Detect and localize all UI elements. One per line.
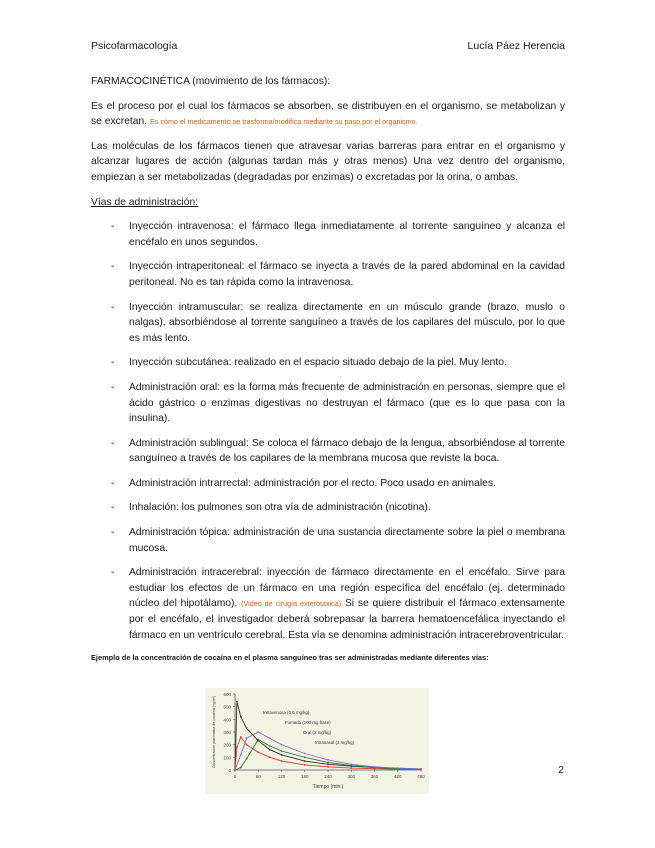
data-point xyxy=(257,731,259,733)
data-point xyxy=(281,750,283,752)
series-label: Intranasal (2 mg/kg) xyxy=(315,740,355,745)
x-tick-label: 0 xyxy=(233,774,237,779)
data-point xyxy=(240,767,242,769)
route-text: Administración intrarrectal: administración por el recto. Poco usado en animales. xyxy=(129,477,496,489)
y-tick-label: 200 xyxy=(223,742,231,748)
intro-note: Es cómo el medicamento se trasforma/modifica mediante su paso por el organismo. xyxy=(149,117,418,127)
data-point xyxy=(246,727,248,729)
list-item: - Administración intrarrectal: administración por el recto. Poco usado en animales. xyxy=(111,477,496,489)
data-point xyxy=(281,760,283,762)
data-point xyxy=(269,737,271,739)
list-item: - Administración tópica: administración de una sustancia directamente sobre la piel o membrana mucosa. xyxy=(111,527,565,554)
data-point xyxy=(304,764,306,766)
x-tick-label: 420 xyxy=(393,774,402,779)
data-point xyxy=(246,758,248,760)
data-point xyxy=(350,763,352,765)
x-tick-label: 180 xyxy=(300,774,309,779)
list-item: - Administración oral: es la forma más frecuente de administración en personas, siempre que el ácido gástrico o enzimas digestivas no destruyan el fármaco (que es lo que pasa con la insulina). xyxy=(111,381,565,425)
series-label: Intravenosa (0,6 mg/kg) xyxy=(263,710,310,715)
data-point xyxy=(420,768,422,770)
route-text-continued: Si se quiere distribuir el fármaco extensamente por el encéfalo, el investigador deberá sobrepasar la barrera hematoencefálica inyectando el fármaco en un ventrículo cerebral. Esta vía se denomina administración intracerebroventricular. xyxy=(129,598,566,641)
x-tick-label: 240 xyxy=(324,774,332,779)
data-point xyxy=(304,760,306,762)
list-item: - Inyección intramuscular: se realiza directamente en un músculo grande (brazo, muslo o nalgas), absorbiéndose al torrente sanguíneo a través de los capilares del músculo, por lo que es más lento. xyxy=(111,301,565,344)
data-point xyxy=(234,769,236,771)
y-tick-label: 300 xyxy=(223,730,231,735)
data-point xyxy=(281,744,283,746)
data-point xyxy=(240,754,242,756)
data-point xyxy=(327,762,329,764)
route-text: Inyección intramuscular: se realiza directamente en un músculo grande (brazo, muslo o nalgas), absorbiéndose al torrente sanguíneo a través de los capilares del músculo, por lo que es más lento. xyxy=(129,301,565,344)
data-point xyxy=(350,767,352,769)
data-point xyxy=(327,759,329,761)
list-item: - Inyección intravenosa: el fármaco llega inmediatamente al torrente sanguíneo y alcanza el encéfalo en unos segundos. xyxy=(111,221,565,248)
cocaine-plasma-chart xyxy=(205,688,429,794)
series-label: Fumada (100 mg base) xyxy=(285,720,331,725)
route-text: Administración tópica: administración de una sustancia directamente sobre la piel o membrana mucosa. xyxy=(129,527,565,554)
figure-caption: Ejemplo de la concentración de cocaína en el plasma sanguíneo tras ser administradas mediante diferentes vías: xyxy=(91,653,489,663)
route-text: Inhalación: los pulmones son otra vía de administración (nicotina). xyxy=(129,502,431,514)
x-tick-label: 120 xyxy=(277,774,286,779)
route-text: Administración intracerebral: inyección de fármaco directamente en el encéfalo. Sirve para estudiar los efectos de un fármaco en una región específica del encéfalo (ej. determinado núcleo del hipotálamo). xyxy=(129,567,565,610)
page-body xyxy=(91,74,565,672)
header-subject: Psicofarmacología xyxy=(91,40,178,52)
route-text: Inyección subcutánea: realizado en el espacio situado debajo de la piel. Muy lento. xyxy=(129,357,507,369)
data-point xyxy=(257,751,259,753)
video-note: (Video de cirugía exterotaxica) xyxy=(241,599,342,609)
y-tick-label: 500 xyxy=(223,704,231,710)
y-tick-label: 400 xyxy=(223,717,231,723)
intro-text: Es el proceso por el cual los fármacos se absorben, se distribuyen en el organismo, se metabolizan y se excretan. xyxy=(91,100,565,128)
list-item: - Administración sublingual: Se coloca el fármaco debajo de la lengua, absorbiéndose al torrente sanguíneo a través de los capilares de la membrana mucosa que reviste la boca. xyxy=(111,437,565,465)
data-point xyxy=(397,767,399,769)
routes-heading: Vías de administración: xyxy=(91,196,199,208)
y-tick-label: 600 xyxy=(223,692,231,697)
route-text: Administración oral: es la forma más frecuente de administración en personas, siempre que el ácido gástrico o enzimas digestivas no destruyan el fármaco (que es lo que pasa con la insulina). xyxy=(129,381,565,425)
route-text: Administración sublingual: Se coloca el fármaco debajo de la lengua, absorbiéndose al torrente sanguíneo a través de los capilares de la membrana mucosa que reviste la boca. xyxy=(129,437,565,465)
x-tick-label: 360 xyxy=(370,774,379,779)
data-point xyxy=(304,753,306,755)
body-paragraph: Las moléculas de los fármacos tienen que atravesar varias barreras para entrar en el organismo y alcanzar lugares de acción (algunas tardan más y otras menos) Una vez dentro del organismo, empiezan a ser metabolizadas (degradadas por enzimas) o excretadas por la orina, o ambas. xyxy=(91,140,565,183)
route-text: Inyección intravenosa: el fármaco llega inmediatamente al torrente sanguíneo y alcanza el encéfalo en unos segundos. xyxy=(129,221,565,248)
y-tick-label: 100 xyxy=(223,755,231,761)
data-point xyxy=(236,701,238,703)
intro-paragraph xyxy=(91,99,565,130)
chart-svg xyxy=(205,688,429,794)
x-tick-label: 60 xyxy=(255,774,261,779)
data-point xyxy=(269,745,271,747)
x-tick-label: 480 xyxy=(417,774,425,779)
list-item: - Inhalación: los pulmones son otra vía de administración (nicotina). xyxy=(111,502,431,514)
data-point xyxy=(246,737,248,739)
route-text: Inyección intraperitoneal: el fármaco se inyecta a través de la pared abdominal en la cavidad peritoneal. No es tan rápida como la intravenosa. xyxy=(129,261,565,288)
y-tick-label: 0 xyxy=(228,768,231,773)
y-axis-label: Concentración plasmática de cocaína (ng/ml) xyxy=(212,695,216,769)
routes-list xyxy=(91,219,565,643)
data-point xyxy=(374,766,376,768)
data-point xyxy=(236,746,238,748)
series-label: Oral (2 mg/kg) xyxy=(303,730,332,735)
data-point xyxy=(327,763,329,765)
data-point xyxy=(304,756,306,758)
data-point xyxy=(257,739,259,741)
list-item: - Inyección subcutánea: realizado en el espacio situado debajo de la piel. Muy lento. xyxy=(111,357,507,369)
x-axis-label: Tiempo (min.) xyxy=(312,784,344,790)
data-point xyxy=(240,736,242,738)
page-number: 2 xyxy=(558,764,564,776)
data-point xyxy=(281,754,283,756)
data-point xyxy=(269,749,271,751)
data-point xyxy=(327,766,329,768)
data-point xyxy=(269,756,271,758)
section-title: FARMACOCINÉTICA (movimiento de los fármacos): xyxy=(91,76,331,87)
header-author: Lucía Páez Herencia xyxy=(467,40,565,52)
x-tick-label: 300 xyxy=(347,774,356,779)
list-item: - Inyección intraperitoneal: el fármaco se inyecta a través de la pared abdominal en la cavidad peritoneal. No es tan rápida como la intravenosa. xyxy=(111,261,565,288)
data-point xyxy=(246,744,248,746)
data-point xyxy=(240,716,242,718)
list-item: - Administración intracerebral: inyección de fármaco directamente en el encéfalo. Sirve para estudiar los efectos de un fármaco en una región específica del encéfalo (ej. determinado núcleo del hipotálamo). (Video de cirugía exterotaxica) Si se quiere distribuir el fármaco extensamente por el encéfalo, el investigador deberá sobrepasar la barrera hematoencefálica inyectando el fármaco en un ventrículo cerebral. Esta vía se denomina administración intracerebroventricular. xyxy=(111,567,566,641)
